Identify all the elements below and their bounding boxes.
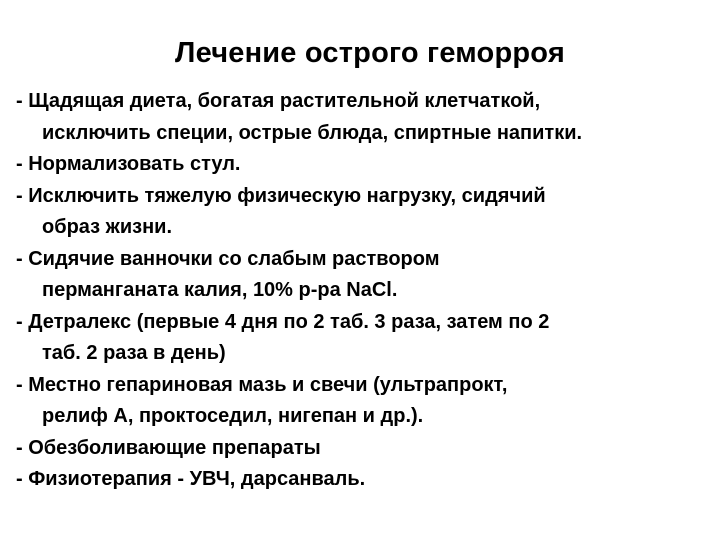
list-item-diet	[16, 86, 716, 149]
list-item-line: - Местно гепариновая мазь и свечи (ультрапрокт,	[16, 373, 508, 396]
list-item-analgesics	[16, 433, 716, 465]
list-item-line: - Нормализовать стул.	[16, 153, 241, 175]
slide-title: Лечение острого геморроя	[175, 37, 565, 69]
list-item-stool	[16, 149, 716, 181]
list-item-detralex	[16, 307, 716, 370]
list-item-local-therapy	[16, 370, 716, 433]
list-item-line: - Сидячие ванночки со слабым раствором	[16, 247, 440, 270]
list-item-line: образ жизни.	[42, 216, 172, 238]
list-item-line: - Обезболивающие препараты	[16, 436, 321, 459]
treatment-list	[16, 86, 716, 496]
list-item-line: - Щадящая диета, богатая растительной клетчаткой,	[16, 90, 541, 112]
list-item-baths	[16, 244, 716, 307]
list-item-line: релиф А, проктоседил, нигепан и др.).	[42, 405, 424, 427]
list-item-line: исключить специи, острые блюда, спиртные напитки.	[42, 121, 583, 144]
list-item-physiotherapy	[16, 464, 716, 496]
list-item-line: таб. 2 раза в день)	[42, 342, 226, 364]
list-item-line: - Физиотерапия - УВЧ, дарсанваль.	[16, 468, 366, 490]
list-item-activity	[16, 181, 716, 244]
list-item-line: - Детралекс (первые 4 дня по 2 таб. 3 раза, затем по 2	[16, 310, 550, 333]
list-item-line: - Исключить тяжелую физическую нагрузку, сидячий	[16, 184, 546, 207]
list-item-line: перманганата калия, 10% р-ра NaCl.	[42, 279, 398, 301]
